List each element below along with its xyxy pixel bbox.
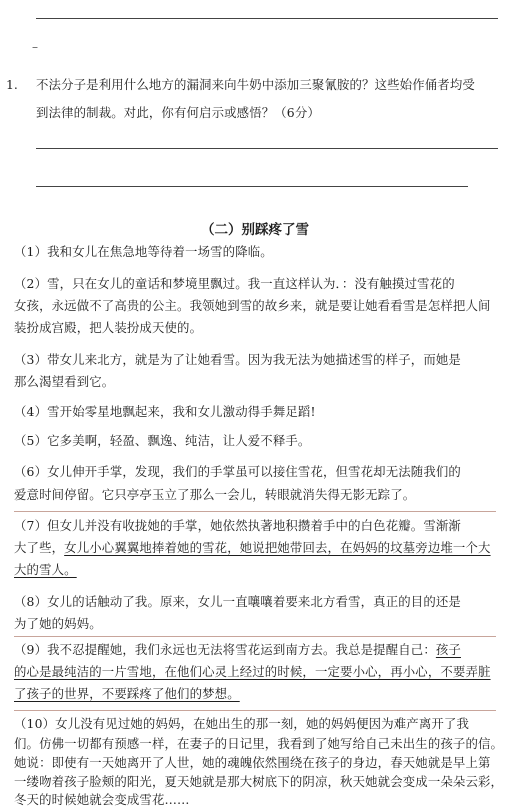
underlined-sentence: 女儿小心翼翼地捧着她的雪花，她说把她带回去，在妈妈的坟墓旁边堆一个大 — [64, 540, 491, 555]
paragraph-10: 一缕吻着孩子脸颊的阳光，夏天她就是那大树底下的阴凉，秋天她就会变成一朵朵云彩， — [14, 774, 504, 789]
paragraph-3: 那么渴望看到它。 — [14, 374, 115, 389]
paragraph-7: （7）但女儿并没有收拢她的手掌，她依然执著地积攒着手中的白色花瓣。雪渐渐 — [14, 518, 461, 533]
separator-line — [14, 511, 496, 512]
underlined-sentence: 的心是最纯洁的一片雪地，在他们心灵上经过的时候，一定要小心，再小心，不要弄脏 — [14, 664, 491, 679]
article-title: （二）别踩疼了雪 — [201, 222, 309, 238]
answer-line — [36, 18, 498, 19]
paragraph-9 — [14, 686, 500, 702]
paragraph-10: 她说：即使有一天她离开了人世，她的魂魄依然围绕在孩子的身边，春天她就是早上第 — [14, 755, 491, 770]
paragraph-3: （3）带女儿来北方，就是为了让她看雪。因为我无法为她描述雪的样子，而她是 — [14, 352, 461, 367]
underlined-sentence: 大的雪人。 — [14, 562, 77, 577]
paragraph-6: 爱意时间停留。它只亭亭玉立了那么一会儿，转眼就消失得无影无踪了。 — [14, 487, 416, 502]
paragraph-8: （8）女儿的话触动了我。原来，女儿一直嚷嚷着要来北方看雪，真正的目的还是 — [14, 594, 461, 609]
question-number: 1. — [6, 77, 18, 92]
underlined-sentence: 孩子 — [435, 642, 461, 657]
paragraph-10: 们。仿佛一切都有预感一样，在妻子的日记里，我看到了她写给自己未出生的孩子的信。 — [14, 736, 504, 751]
paragraph-2: 装扮成宫殿，把人装扮成天使的。 — [14, 320, 203, 335]
paragraph-10: 冬天的时候她就会变成雪花…… — [14, 792, 190, 807]
underlined-sentence: 了孩子的世界，不要踩疼了他们的梦想。 — [14, 686, 240, 701]
paragraph-9-text: （9）我不忍提醒她，我们永远也无法将雪花运到南方去。我总是提醒自己： — [14, 642, 436, 657]
separator-line — [14, 710, 496, 711]
paragraph-7-text: 大了些， — [14, 540, 65, 555]
separator-line — [14, 636, 496, 637]
paragraph-8: 为了她的妈妈。 — [14, 616, 102, 631]
paragraph-7 — [14, 562, 500, 578]
paragraph-9 — [14, 642, 500, 658]
paragraph-2: 女孩，永远做不了高贵的公主。我领她到雪的故乡来，就是要让她看看雪是怎样把人间 — [14, 298, 491, 313]
paragraph-10: （10）女儿没有见过她的妈妈，在她出生的那一刻，她的妈妈便因为难产离开了我 — [14, 716, 469, 731]
paragraph-1: （1）我和女儿在焦急地等待着一场雪的降临。 — [14, 244, 273, 259]
paragraph-9 — [14, 664, 500, 680]
answer-dash: – — [32, 40, 38, 54]
paragraph-7 — [14, 540, 500, 556]
paragraph-4: （4）雪开始零星地飘起来，我和女儿激动得手舞足蹈! — [14, 404, 316, 419]
paragraph-2: （2）雪，只在女儿的童话和梦境里飘过。我一直这样认为．：没有触摸过雪花的 — [14, 276, 455, 291]
answer-line — [36, 186, 468, 187]
answer-line — [36, 148, 498, 149]
paragraph-6: （6）女儿伸开手掌，发现，我们的手掌虽可以接住雪花，但雪花却无法随我们的 — [14, 464, 461, 479]
paragraph-5: （5）它多美啊，轻盈、飘逸、纯洁，让人爱不释手。 — [14, 433, 311, 448]
question-text: 不法分子是利用什么地方的漏洞来向牛奶中添加三聚氰胺的？这些始作俑者均受 — [36, 77, 475, 92]
question-text: 到法律的制裁。对此，你有何启示或感悟？（6分） — [36, 105, 320, 120]
